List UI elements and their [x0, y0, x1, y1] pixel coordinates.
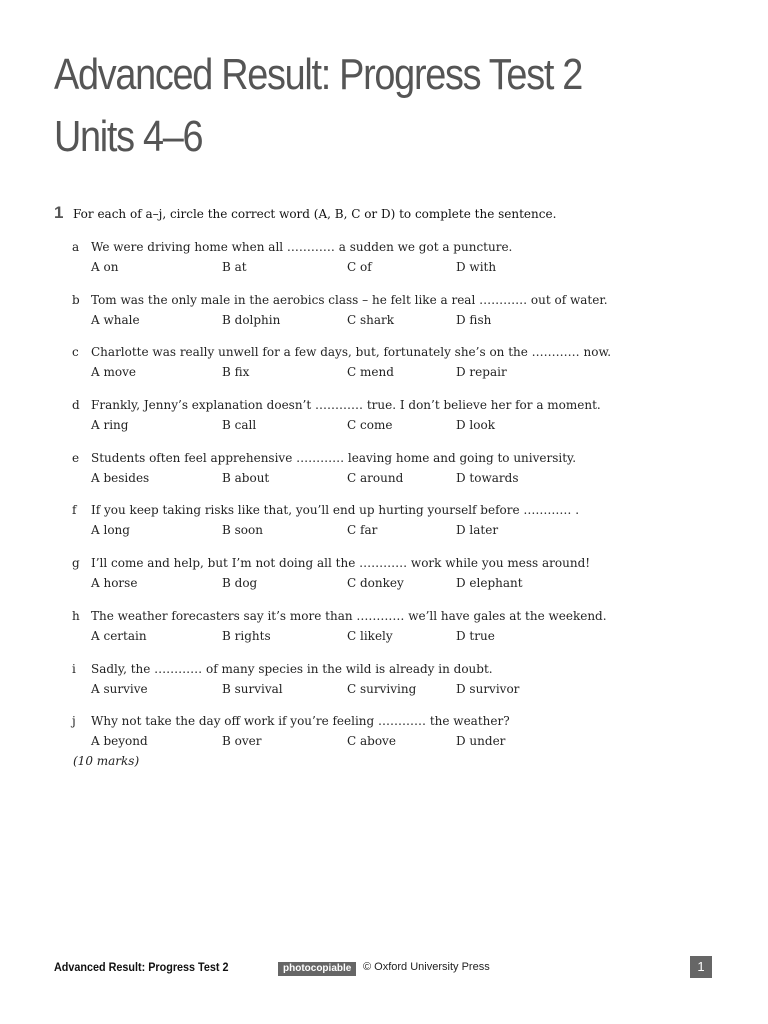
- question-item: [72, 503, 692, 556]
- option-c[interactable]: C shark: [347, 312, 395, 327]
- option-b[interactable]: B call: [222, 418, 257, 433]
- question-item: [72, 240, 692, 293]
- item-letter: f: [72, 503, 77, 518]
- option-c[interactable]: C mend: [347, 365, 394, 380]
- option-c[interactable]: C surviving: [347, 681, 417, 696]
- question-item: [72, 451, 692, 504]
- option-a[interactable]: A horse: [91, 576, 138, 591]
- option-c[interactable]: C of: [347, 260, 372, 274]
- question-items: [72, 240, 692, 767]
- item-letter: h: [72, 608, 80, 623]
- option-d[interactable]: D true: [456, 628, 495, 643]
- option-a[interactable]: A certain: [91, 628, 147, 643]
- option-d[interactable]: D fish: [456, 312, 492, 327]
- option-a[interactable]: A long: [91, 523, 130, 538]
- item-sentence: Why not take the day off work if you’re feeling ………… the weather?: [91, 714, 510, 729]
- option-a[interactable]: A besides: [91, 470, 150, 485]
- item-letter: g: [72, 556, 80, 571]
- item-letter: i: [72, 661, 76, 676]
- question-item: [72, 714, 692, 767]
- item-letter: c: [72, 345, 79, 360]
- option-d[interactable]: D look: [456, 418, 495, 433]
- option-a[interactable]: A beyond: [91, 734, 148, 749]
- option-a[interactable]: A on: [91, 260, 119, 274]
- item-sentence: Charlotte was really unwell for a few days, but, fortunately she’s on the ………… now.: [91, 345, 612, 360]
- question-item: [72, 345, 692, 398]
- option-d[interactable]: D repair: [456, 365, 507, 380]
- option-b[interactable]: B over: [222, 734, 262, 749]
- title-line-2: Units 4–6: [54, 112, 203, 161]
- footer-title: Advanced Result: Progress Test 2: [54, 960, 229, 974]
- item-letter: d: [72, 398, 80, 413]
- option-d[interactable]: D with: [456, 260, 497, 274]
- option-b[interactable]: B dog: [222, 576, 258, 591]
- question-item: [72, 398, 692, 451]
- question-item: [72, 609, 692, 662]
- item-sentence: Sadly, the ………… of many species in the wild is already in doubt.: [91, 661, 493, 676]
- item-sentence: We were driving home when all ………… a sudden we got a puncture.: [91, 240, 513, 254]
- option-a[interactable]: A ring: [91, 418, 129, 433]
- question-instruction: For each of a–j, circle the correct word (A, B, C or D) to complete the sentence.: [73, 207, 557, 221]
- page-title: [54, 44, 582, 168]
- question-number: 1: [54, 203, 64, 222]
- marks-label: (10 marks): [73, 754, 140, 768]
- item-sentence: Frankly, Jenny’s explanation doesn’t ………… true. I don’t believe her for a moment.: [91, 398, 601, 413]
- option-b[interactable]: B dolphin: [222, 312, 281, 327]
- title-line-1: Advanced Result: Progress Test 2: [54, 50, 583, 99]
- option-b[interactable]: B soon: [222, 523, 263, 538]
- option-b[interactable]: B fix: [222, 365, 250, 380]
- option-d[interactable]: D survivor: [456, 681, 520, 696]
- option-c[interactable]: C donkey: [347, 576, 404, 591]
- question-item: [72, 556, 692, 609]
- option-d[interactable]: D under: [456, 734, 506, 749]
- question-item: [72, 662, 692, 715]
- option-c[interactable]: C likely: [347, 628, 393, 643]
- item-sentence: I’ll come and help, but I’m not doing all the ………… work while you mess around!: [91, 556, 591, 571]
- option-a[interactable]: A survive: [91, 681, 148, 696]
- item-sentence: Students often feel apprehensive ………… leaving home and going to university.: [91, 450, 577, 465]
- page-number: 1: [690, 956, 712, 978]
- photocopiable-badge: photocopiable: [278, 962, 356, 976]
- option-c[interactable]: C around: [347, 470, 404, 485]
- option-d[interactable]: D towards: [456, 470, 519, 485]
- question-item: [72, 293, 692, 346]
- option-d[interactable]: D later: [456, 523, 499, 538]
- item-letter: a: [72, 240, 80, 254]
- item-sentence: Tom was the only male in the aerobics class – he felt like a real ………… out of water.: [91, 292, 608, 307]
- option-c[interactable]: C far: [347, 523, 378, 538]
- option-b[interactable]: B rights: [222, 628, 271, 643]
- option-b[interactable]: B at: [222, 260, 247, 274]
- item-sentence: The weather forecasters say it’s more than ………… we’ll have gales at the weekend.: [91, 608, 607, 623]
- option-d[interactable]: D elephant: [456, 576, 523, 591]
- option-b[interactable]: B about: [222, 470, 270, 485]
- option-a[interactable]: A whale: [91, 312, 140, 327]
- item-letter: j: [72, 714, 76, 729]
- copyright-text: © Oxford University Press: [363, 961, 490, 973]
- option-a[interactable]: A move: [91, 365, 136, 380]
- item-letter: e: [72, 450, 80, 465]
- option-c[interactable]: C come: [347, 418, 393, 433]
- item-sentence: If you keep taking risks like that, you’ll end up hurting yourself before ………… .: [91, 503, 580, 518]
- option-b[interactable]: B survival: [222, 681, 283, 696]
- option-c[interactable]: C above: [347, 734, 396, 749]
- item-letter: b: [72, 292, 80, 307]
